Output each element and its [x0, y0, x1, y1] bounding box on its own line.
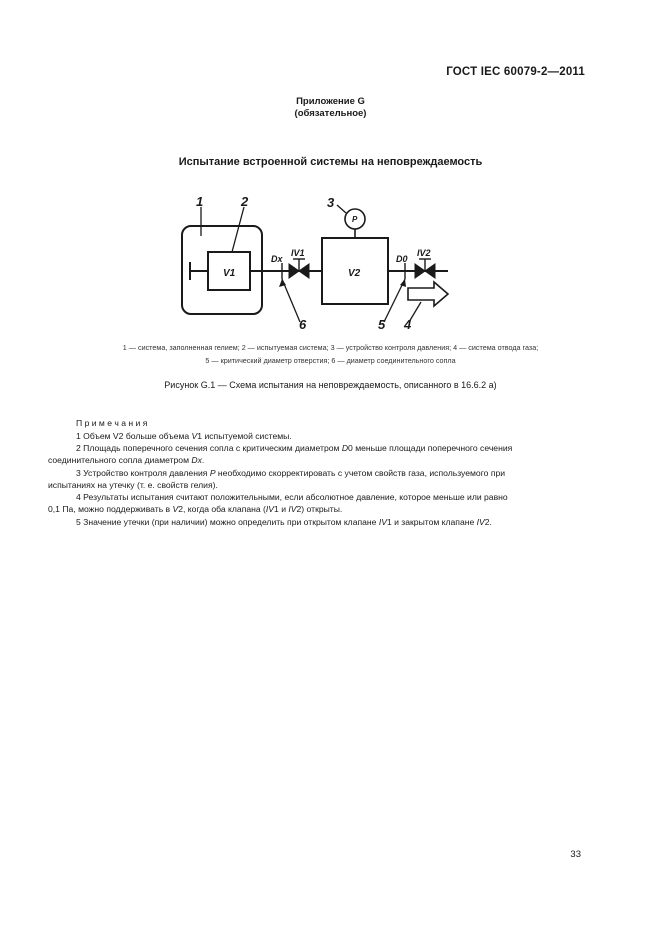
note-4-continued: 0,1 Па, можно поддерживать в V2, когда оба клапана (IV1 и IV2) открыты. — [48, 504, 343, 514]
note-2-continued: соединительного сопла диаметром Dx. — [48, 455, 205, 465]
label-iv2: IV2 — [417, 248, 431, 258]
note-3: 3 Устройство контроля давления P необходимо скорректировать с учетом свойств газа, используемого при — [76, 468, 506, 478]
label-gauge-p: P — [352, 215, 358, 224]
note-3-continued: испытаниях на утечку (т. е. свойств гелия). — [48, 480, 218, 490]
note-5: 5 Значение утечки (при наличии) можно определить при открытом клапане IV1 и закрытом клапане IV2. — [76, 517, 492, 527]
note-4: 4 Результаты испытания считают положительными, если абсолютное давление, которое меньше или равно — [76, 492, 508, 502]
callout-5: 5 — [378, 317, 386, 332]
callout-4: 4 — [404, 317, 412, 332]
callout-3: 3 — [327, 195, 335, 210]
callout-2: 2 — [241, 194, 249, 209]
figure-legend-line-1: 1 — система, заполненная гелием; 2 — испытуемая система; 3 — устройство контроля давления; 4 — система отвода газа; — [122, 343, 539, 352]
note-1: 1 Объем V2 больше объема V1 испытуемой системы. — [76, 431, 292, 441]
label-iv1: IV1 — [291, 248, 305, 258]
annex-status: (обязательное) — [294, 108, 367, 119]
section-title: Испытание встроенной системы на неповреждаемость — [178, 156, 483, 168]
figure-legend-line-2: 5 — критический диаметр отверстия; 6 — диаметр соединительного сопла — [205, 356, 456, 365]
label-v1: V1 — [223, 268, 236, 279]
callout-6: 6 — [299, 317, 307, 332]
valve-iv2 — [415, 264, 425, 278]
annex-title: Приложение G — [296, 96, 365, 107]
label-dx: Dx — [271, 254, 283, 264]
callout-1: 1 — [196, 194, 204, 209]
gas-outlet-arrow — [408, 282, 448, 306]
label-d0: D0 — [396, 254, 408, 264]
test-scheme-diagram — [0, 0, 661, 340]
standard-designation: ГОСТ IEC 60079-2—2011 — [446, 66, 585, 78]
page-number: 33 — [570, 849, 581, 860]
figure-caption: Рисунок G.1 — Схема испытания на неповреждаемость, описанного в 16.6.2 а) — [164, 380, 497, 390]
label-v2: V2 — [348, 268, 361, 279]
note-2: 2 Площадь поперечного сечения сопла с критическим диаметром D0 меньше площади поперечного сечения — [76, 443, 513, 453]
notes-heading: П р и м е ч а н и я — [76, 418, 148, 428]
valve-iv1 — [289, 264, 299, 278]
